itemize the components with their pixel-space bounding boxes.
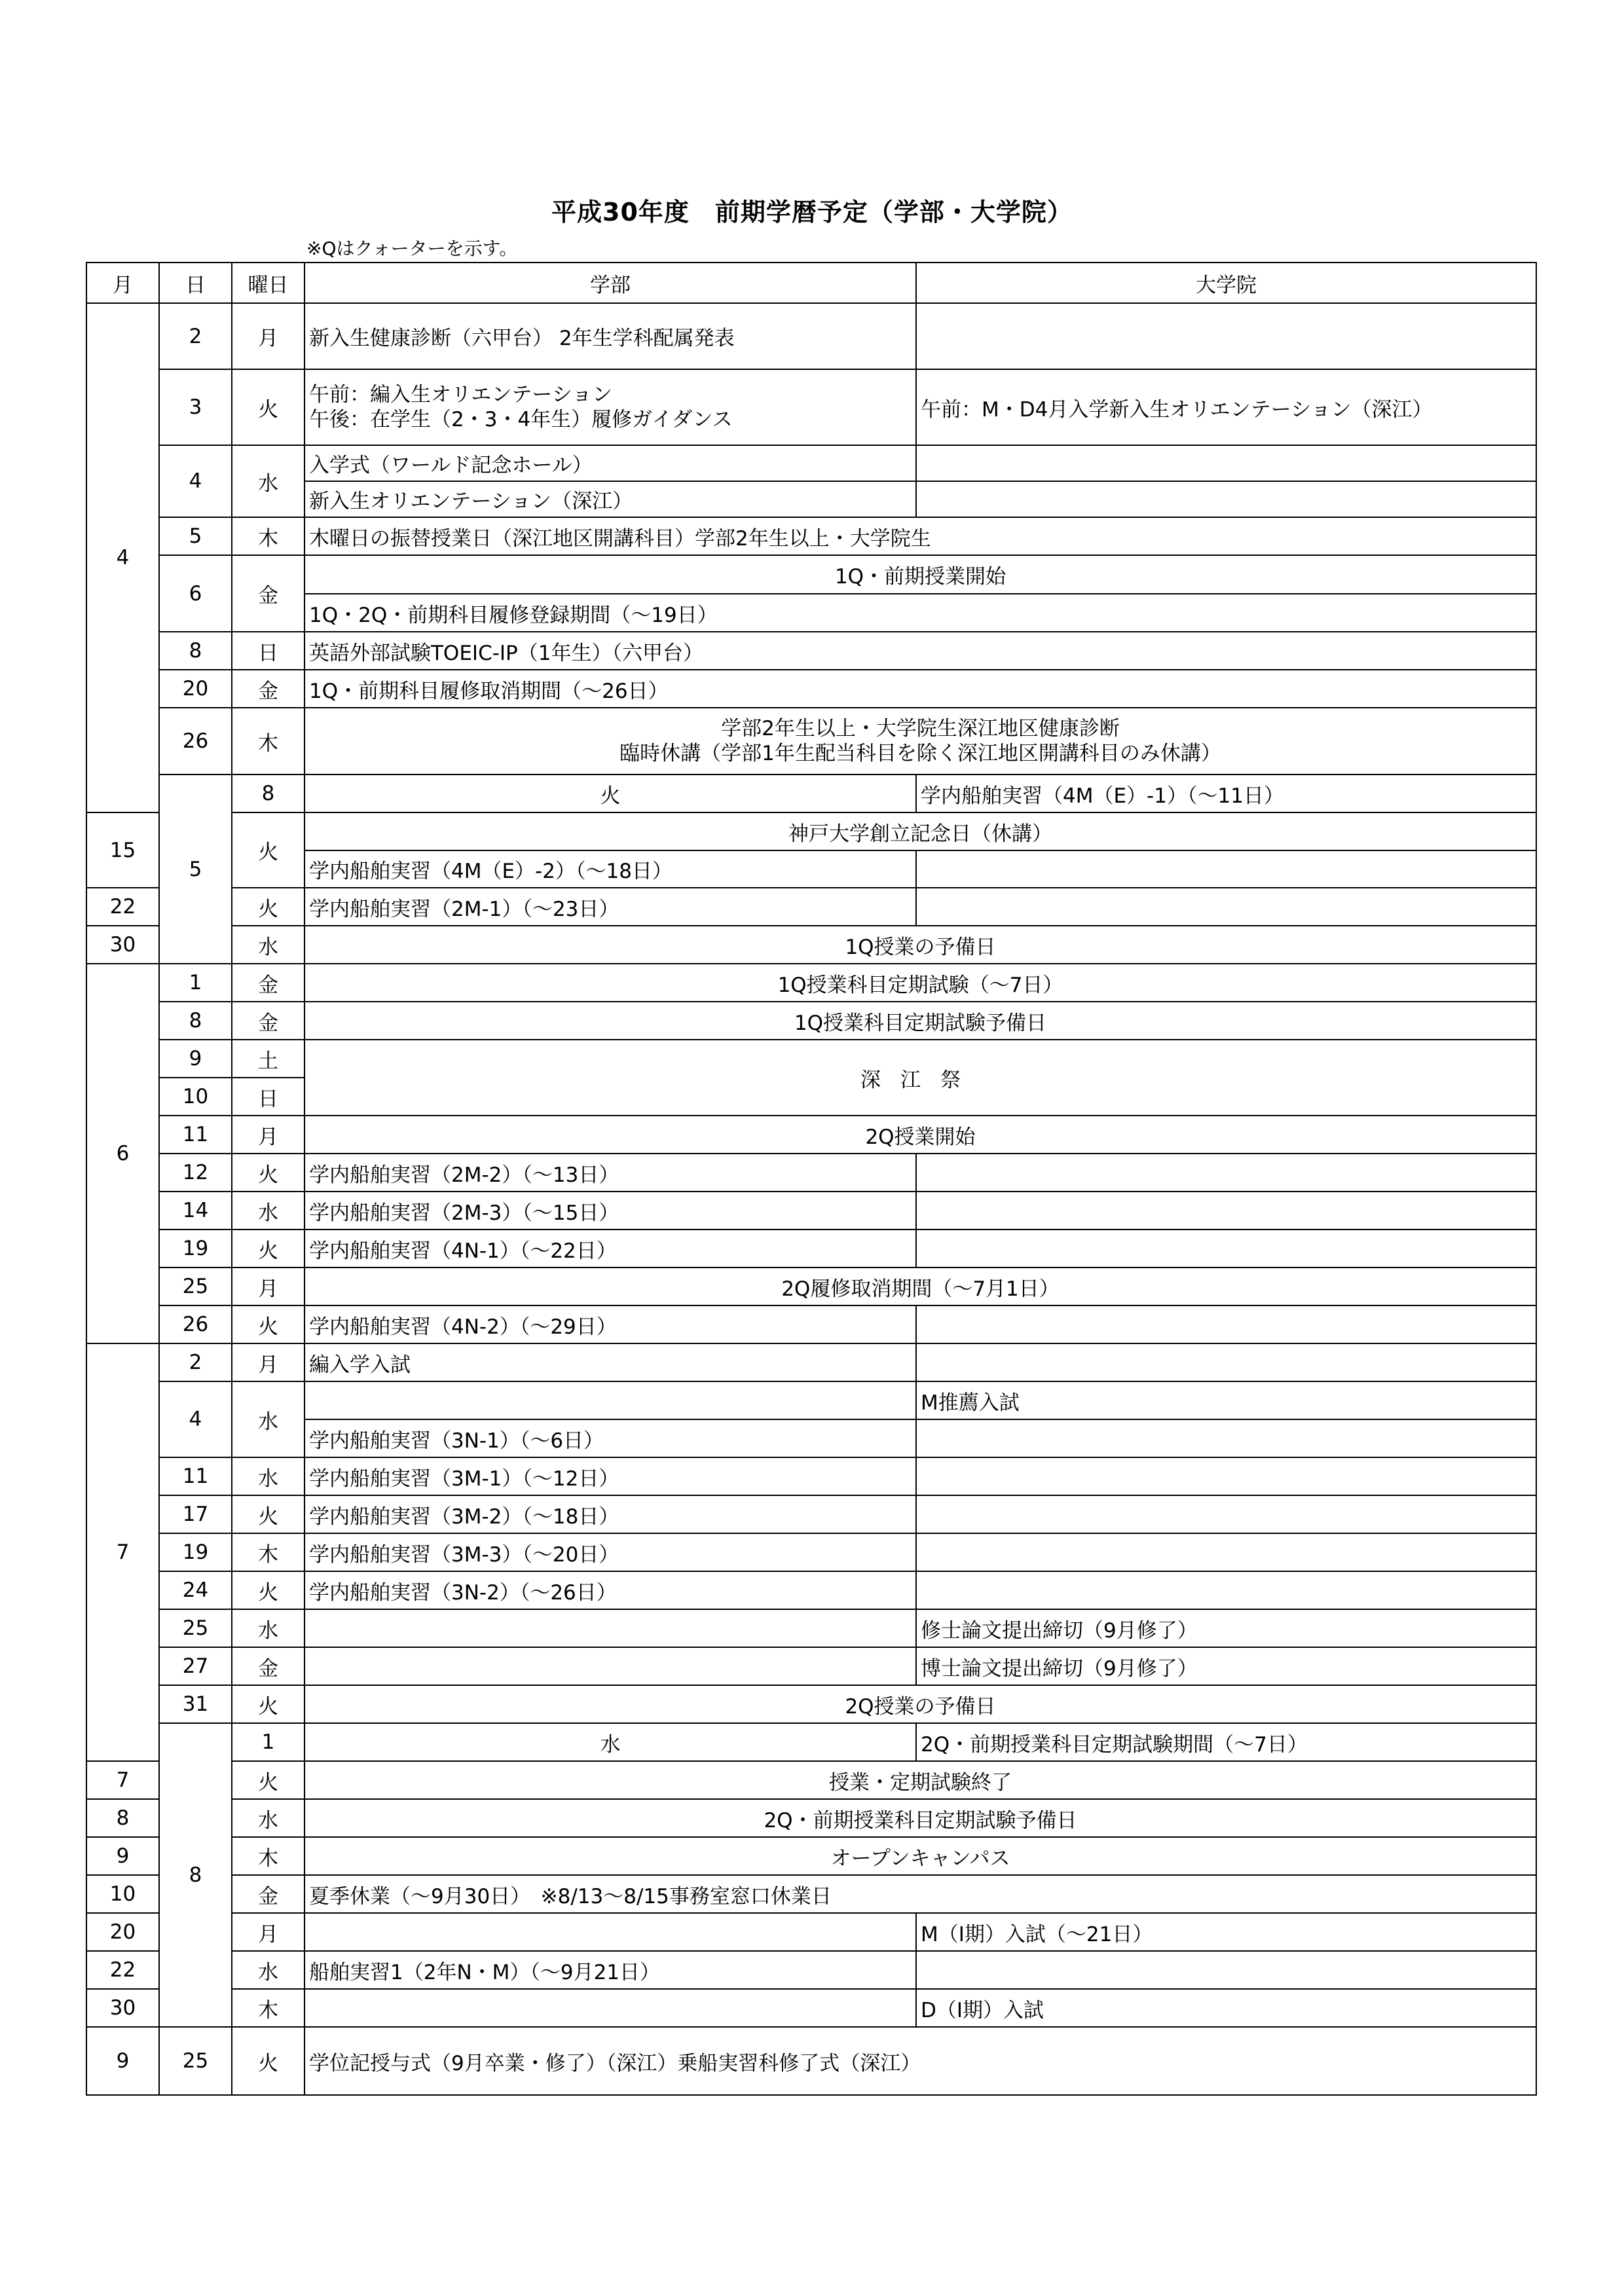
day-cell: 8 bbox=[159, 1002, 232, 1040]
faculty-cell: 学内船舶実習（3M-2）（～18日） bbox=[304, 1495, 916, 1533]
table-row bbox=[86, 1685, 1536, 1723]
graduate-cell bbox=[916, 1533, 1536, 1571]
faculty-cell: 学内船舶実習（4N-1）（～22日） bbox=[304, 1230, 916, 1267]
table-row bbox=[86, 1495, 1536, 1533]
weekday-cell: 火 bbox=[232, 1495, 304, 1533]
graduate-cell bbox=[916, 1343, 1536, 1381]
combined-cell: 1Q授業科目定期試験（～7日） bbox=[304, 964, 1536, 1002]
table-row bbox=[86, 632, 1536, 670]
graduate-cell bbox=[916, 888, 1536, 926]
graduate-cell bbox=[916, 1571, 1536, 1609]
faculty-cell: 入学式（ワールド記念ホール） bbox=[304, 445, 916, 481]
day-cell: 9 bbox=[86, 1837, 159, 1875]
faculty-cell: 学内船舶実習（3M-1）（～12日） bbox=[304, 1457, 916, 1495]
day-cell: 15 bbox=[86, 812, 159, 888]
faculty-cell: 英語外部試験TOEIC-IP（1年生）（六甲台） bbox=[304, 632, 1536, 670]
faculty-cell: 学内船舶実習（3N-1）（～6日） bbox=[304, 1419, 916, 1457]
table-row bbox=[86, 1230, 1536, 1267]
graduate-cell bbox=[916, 1457, 1536, 1495]
month-cell: 8 bbox=[159, 1723, 232, 2027]
table-row bbox=[86, 1533, 1536, 1571]
combined-cell: 神戸大学創立記念日（休講） bbox=[304, 812, 1536, 850]
day-cell: 14 bbox=[159, 1192, 232, 1230]
graduate-cell: 修士論文提出締切（9月修了） bbox=[916, 1609, 1536, 1647]
faculty-cell: 編入学入試 bbox=[304, 1343, 916, 1381]
weekday-cell: 日 bbox=[232, 632, 304, 670]
weekday-cell: 木 bbox=[232, 517, 304, 555]
faculty-cell bbox=[304, 369, 916, 445]
faculty-cell bbox=[304, 1381, 916, 1419]
faculty-line: 午前：編入生オリエンテーション bbox=[309, 383, 613, 407]
graduate-cell bbox=[916, 1495, 1536, 1533]
graduate-cell bbox=[916, 1192, 1536, 1230]
faculty-cell: 1Q・前期科目履修取消期間（～26日） bbox=[304, 670, 1536, 708]
month-header: 月 bbox=[86, 263, 159, 303]
weekday-cell: 火 bbox=[232, 1230, 304, 1267]
table-row bbox=[86, 1875, 1536, 1913]
day-header: 日 bbox=[159, 263, 232, 303]
table-row bbox=[86, 1989, 1536, 2027]
weekday-cell: 木 bbox=[232, 1533, 304, 1571]
day-cell: 2 bbox=[159, 303, 232, 369]
faculty-cell: 1Q・2Q・前期科目履修登録期間（～19日） bbox=[304, 594, 1536, 632]
calendar-table bbox=[86, 262, 1537, 2096]
day-cell: 11 bbox=[159, 1116, 232, 1154]
month-cell: 5 bbox=[159, 774, 232, 964]
weekday-cell: 火 bbox=[232, 1305, 304, 1343]
weekday-cell: 水 bbox=[232, 1192, 304, 1230]
table-row bbox=[86, 1154, 1536, 1192]
combined-cell: オープンキャンパス bbox=[304, 1837, 1536, 1875]
weekday-cell: 水 bbox=[232, 445, 304, 517]
faculty-cell bbox=[304, 1647, 916, 1685]
day-cell: 8 bbox=[86, 1799, 159, 1837]
table-row bbox=[86, 1381, 1536, 1419]
weekday-cell: 火 bbox=[232, 1154, 304, 1192]
faculty-cell: 学内船舶実習（2M-1）（～23日） bbox=[304, 888, 916, 926]
faculty-cell: 船舶実習1（2年N・M）（～9月21日） bbox=[304, 1951, 916, 1989]
weekday-cell: 月 bbox=[232, 1267, 304, 1305]
day-cell: 8 bbox=[232, 774, 304, 812]
graduate-cell bbox=[916, 1230, 1536, 1267]
combined-cell: 2Q・前期授業科目定期試験予備日 bbox=[304, 1799, 1536, 1837]
table-row bbox=[86, 1419, 1536, 1457]
table-row bbox=[86, 1116, 1536, 1154]
graduate-cell bbox=[916, 1419, 1536, 1457]
header-row bbox=[86, 263, 1536, 303]
weekday-cell: 金 bbox=[232, 1002, 304, 1040]
faculty-cell: 夏季休業（～9月30日） ※8/13～8/15事務室窓口休業日 bbox=[304, 1875, 1536, 1913]
weekday-cell: 金 bbox=[232, 555, 304, 632]
graduate-cell: M推薦入試 bbox=[916, 1381, 1536, 1419]
weekday-cell: 水 bbox=[232, 926, 304, 964]
weekday-cell: 水 bbox=[304, 1723, 916, 1761]
faculty-cell: 2Q・前期授業科目定期試験期間（～7日） bbox=[916, 1723, 1536, 1761]
table-row bbox=[86, 1837, 1536, 1875]
day-cell: 19 bbox=[159, 1230, 232, 1267]
quarter-note: ※Qはクォーターを示す。 bbox=[306, 238, 518, 259]
day-cell: 26 bbox=[159, 708, 232, 774]
faculty-cell: 学内船舶実習（2M-3）（～15日） bbox=[304, 1192, 916, 1230]
weekday-cell: 土 bbox=[232, 1040, 304, 1078]
day-cell: 22 bbox=[86, 888, 159, 926]
faculty-cell: 学内船舶実習（4M（E）-2）（～18日） bbox=[304, 850, 916, 888]
graduate-cell: 午前：M・D4月入学新入生オリエンテーション（深江） bbox=[916, 369, 1536, 445]
table-row bbox=[86, 1799, 1536, 1837]
faculty-cell bbox=[304, 1913, 916, 1951]
festival-cell: 深江祭 bbox=[304, 1040, 1536, 1116]
weekday-cell: 水 bbox=[232, 1381, 304, 1457]
graduate-cell bbox=[916, 481, 1536, 517]
weekday-cell: 日 bbox=[232, 1078, 304, 1116]
table-row bbox=[86, 670, 1536, 708]
day-cell: 8 bbox=[159, 632, 232, 670]
combined-line: 学部2年生以上・大学院生深江地区健康診断 bbox=[721, 717, 1120, 740]
table-row bbox=[86, 1647, 1536, 1685]
graduate-cell bbox=[916, 445, 1536, 481]
faculty-cell bbox=[304, 1989, 916, 2027]
table-row bbox=[86, 517, 1536, 555]
day-cell: 25 bbox=[159, 1267, 232, 1305]
table-row bbox=[86, 1951, 1536, 1989]
weekday-cell: 火 bbox=[304, 774, 916, 812]
day-cell: 17 bbox=[159, 1495, 232, 1533]
combined-cell: 2Q授業の予備日 bbox=[304, 1685, 1536, 1723]
day-cell: 20 bbox=[159, 670, 232, 708]
table-row bbox=[86, 1305, 1536, 1343]
table-row bbox=[86, 1723, 1536, 1761]
weekday-cell: 水 bbox=[232, 1457, 304, 1495]
table-row bbox=[86, 303, 1536, 369]
day-cell: 2 bbox=[159, 1343, 232, 1381]
graduate-cell bbox=[916, 1951, 1536, 1989]
table-row bbox=[86, 1761, 1536, 1799]
day-cell: 25 bbox=[159, 2027, 232, 2095]
weekday-cell: 火 bbox=[232, 888, 304, 926]
table-row bbox=[86, 964, 1536, 1002]
day-cell: 30 bbox=[86, 1989, 159, 2027]
weekday-cell: 木 bbox=[232, 1837, 304, 1875]
faculty-line: 午後：在学生（2・3・4年生）履修ガイダンス bbox=[309, 408, 733, 431]
table-row bbox=[86, 812, 1536, 850]
combined-cell: 1Q授業科目定期試験予備日 bbox=[304, 1002, 1536, 1040]
weekday-cell: 金 bbox=[232, 1875, 304, 1913]
day-cell: 12 bbox=[159, 1154, 232, 1192]
day-cell: 24 bbox=[159, 1571, 232, 1609]
weekday-cell: 水 bbox=[232, 1799, 304, 1837]
table-row bbox=[86, 481, 1536, 517]
table-row bbox=[86, 594, 1536, 632]
day-cell: 26 bbox=[159, 1305, 232, 1343]
table-row bbox=[86, 1343, 1536, 1381]
table-row bbox=[86, 1002, 1536, 1040]
day-cell: 25 bbox=[159, 1609, 232, 1647]
table-row bbox=[86, 2027, 1536, 2095]
graduate-cell bbox=[916, 1154, 1536, 1192]
day-cell: 22 bbox=[86, 1951, 159, 1989]
faculty-cell: 学内船舶実習（4M（E）-1）（～11日） bbox=[916, 774, 1536, 812]
table-row bbox=[86, 1192, 1536, 1230]
weekday-cell: 月 bbox=[232, 1343, 304, 1381]
combined-cell: 木曜日の振替授業日（深江地区開講科目）学部2年生以上・大学院生 bbox=[304, 517, 1536, 555]
weekday-cell: 金 bbox=[232, 964, 304, 1002]
faculty-cell: 学内船舶実習（3M-3）（～20日） bbox=[304, 1533, 916, 1571]
faculty-header: 学部 bbox=[304, 263, 916, 303]
table-row bbox=[86, 926, 1536, 964]
page-title: 平成30年度 前期学暦予定（学部・大学院） bbox=[551, 198, 1073, 227]
weekday-cell: 火 bbox=[232, 1761, 304, 1799]
table-row bbox=[86, 888, 1536, 926]
table-row bbox=[86, 369, 1536, 445]
day-cell: 3 bbox=[159, 369, 232, 445]
weekday-cell: 水 bbox=[232, 1951, 304, 1989]
table-row bbox=[86, 774, 1536, 812]
day-cell: 10 bbox=[159, 1078, 232, 1116]
graduate-cell: 博士論文提出締切（9月修了） bbox=[916, 1647, 1536, 1685]
combined-line: 臨時休講（学部1年生配当科目を除く深江地区開講科目のみ休講） bbox=[619, 742, 1221, 765]
combined-cell bbox=[304, 708, 1536, 774]
graduate-header: 大学院 bbox=[916, 263, 1536, 303]
faculty-cell: 学内船舶実習（3N-2）（～26日） bbox=[304, 1571, 916, 1609]
weekday-cell: 火 bbox=[232, 812, 304, 888]
weekday-cell: 火 bbox=[232, 1571, 304, 1609]
combined-cell: 2Q授業開始 bbox=[304, 1116, 1536, 1154]
combined-cell: 授業・定期試験終了 bbox=[304, 1761, 1536, 1799]
faculty-cell bbox=[304, 1609, 916, 1647]
month-cell: 6 bbox=[86, 964, 159, 1343]
table-row bbox=[86, 445, 1536, 481]
weekday-header: 曜日 bbox=[232, 263, 304, 303]
day-cell: 19 bbox=[159, 1533, 232, 1571]
table-row bbox=[86, 1457, 1536, 1495]
table-row bbox=[86, 1571, 1536, 1609]
month-cell: 7 bbox=[86, 1343, 159, 1761]
table-row bbox=[86, 1913, 1536, 1951]
faculty-cell: 新入生健康診断（六甲台） 2年生学科配属発表 bbox=[304, 303, 916, 369]
faculty-cell: 新入生オリエンテーション（深江） bbox=[304, 481, 916, 517]
weekday-cell: 水 bbox=[232, 1609, 304, 1647]
combined-cell: 2Q履修取消期間（～7月1日） bbox=[304, 1267, 1536, 1305]
day-cell: 31 bbox=[159, 1685, 232, 1723]
table-row bbox=[86, 708, 1536, 774]
faculty-cell: 学内船舶実習（4N-2）（～29日） bbox=[304, 1305, 916, 1343]
weekday-cell: 火 bbox=[232, 2027, 304, 2095]
graduate-cell: M（I期）入試（～21日） bbox=[916, 1913, 1536, 1951]
graduate-cell bbox=[916, 1305, 1536, 1343]
day-cell: 10 bbox=[86, 1875, 159, 1913]
weekday-cell: 月 bbox=[232, 303, 304, 369]
table-row bbox=[86, 1609, 1536, 1647]
month-cell: 4 bbox=[86, 303, 159, 812]
weekday-cell: 火 bbox=[232, 369, 304, 445]
weekday-cell: 金 bbox=[232, 1647, 304, 1685]
table-row bbox=[86, 1040, 1536, 1078]
day-cell: 4 bbox=[159, 1381, 232, 1457]
day-cell: 5 bbox=[159, 517, 232, 555]
day-cell: 27 bbox=[159, 1647, 232, 1685]
combined-cell: 1Q・前期授業開始 bbox=[304, 555, 1536, 594]
day-cell: 1 bbox=[159, 964, 232, 1002]
graduate-cell bbox=[916, 850, 1536, 888]
day-cell: 1 bbox=[232, 1723, 304, 1761]
weekday-cell: 火 bbox=[232, 1685, 304, 1723]
weekday-cell: 月 bbox=[232, 1116, 304, 1154]
weekday-cell: 木 bbox=[232, 1989, 304, 2027]
weekday-cell: 月 bbox=[232, 1913, 304, 1951]
day-cell: 7 bbox=[86, 1761, 159, 1799]
faculty-cell: 学内船舶実習（2M-2）（～13日） bbox=[304, 1154, 916, 1192]
day-cell: 4 bbox=[159, 445, 232, 517]
weekday-cell: 金 bbox=[232, 670, 304, 708]
day-cell: 9 bbox=[159, 1040, 232, 1078]
day-cell: 11 bbox=[159, 1457, 232, 1495]
table-row bbox=[86, 850, 1536, 888]
faculty-cell: 学位記授与式（9月卒業・修了）（深江）乗船実習科修了式（深江） bbox=[304, 2027, 1536, 2095]
day-cell: 30 bbox=[86, 926, 159, 964]
day-cell: 20 bbox=[86, 1913, 159, 1951]
day-cell: 6 bbox=[159, 555, 232, 632]
combined-cell: 1Q授業の予備日 bbox=[304, 926, 1536, 964]
graduate-cell bbox=[916, 303, 1536, 369]
weekday-cell: 木 bbox=[232, 708, 304, 774]
month-cell: 9 bbox=[86, 2027, 159, 2095]
graduate-cell: D（I期）入試 bbox=[916, 1989, 1536, 2027]
table-row bbox=[86, 1267, 1536, 1305]
table-row bbox=[86, 555, 1536, 594]
